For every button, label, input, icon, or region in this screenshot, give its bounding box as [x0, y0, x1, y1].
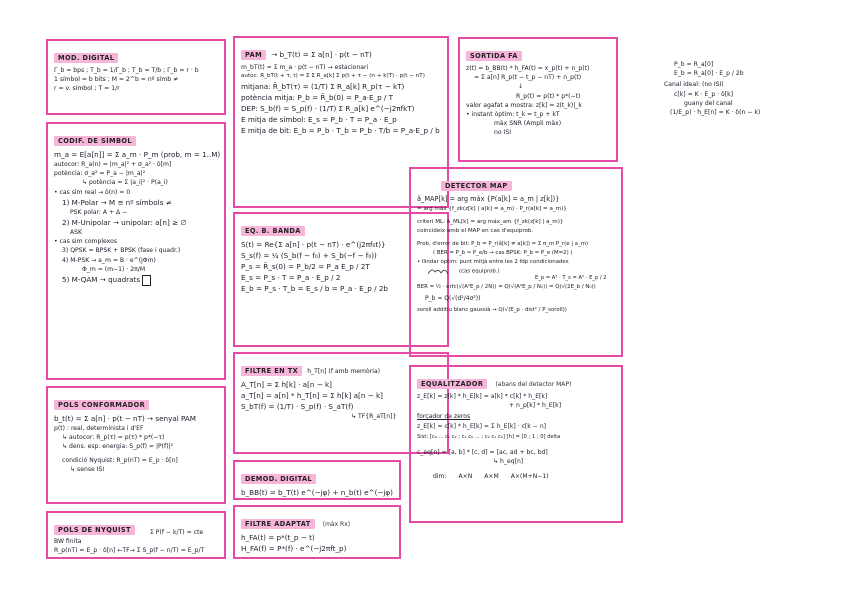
- filtre-tx-line-4: ↳ TF{R_aT[n]}: [351, 413, 397, 420]
- conformador-line-1: b_t(t) = Σ a[n] · p(t − nT) → senyal PAM: [54, 414, 197, 423]
- margin-line-2: E_b = R_a[0] · E_p / 2b: [674, 70, 744, 78]
- filtre-adaptat-note: (màx Rx): [322, 521, 351, 528]
- filtre-tx-line-1: A_T[n] = Σ h[k] · a[n − k]: [241, 380, 332, 389]
- codif-line-14: 5) M-QAM → quadrats: [54, 274, 218, 286]
- codif-line-8: 2) M-Unipolar → unipolar: a[n] ≥ ∅: [62, 218, 187, 228]
- eq-banda-title: EQ. B. BANDA: [241, 226, 305, 236]
- filtre-tx-line-3: S_bT(f) = (1/T) · S_p(f) · S_aT(f): [241, 402, 354, 411]
- conformador-line-4: ↳ dens. esp. energia: S_p(f) = |P(f)|²: [62, 443, 174, 451]
- banda-line-2: S_s(f) = ¼ (S_b(f − f₀) + S_b(−f − f₀)): [241, 251, 377, 260]
- equalitzador-note: (abans del detector MAP): [495, 381, 572, 388]
- pam-line-6: E mitja de símbol: E_s = P_b · T = P_a · E_p: [241, 115, 397, 125]
- square-icon: [142, 275, 151, 286]
- codif-line-7: PSK polar: A + Δ −: [70, 208, 128, 216]
- pam-title: PAM: [241, 50, 266, 60]
- margin-line-1: P_b = R_a[0]: [674, 61, 714, 68]
- sortida-line-3: ↓: [518, 83, 524, 91]
- sortida-line-6: • instant òptim: t_k = t_p + kT: [466, 111, 560, 119]
- pols-conformador-title: POLS CONFORMADOR: [54, 400, 149, 410]
- map-line-12: soroll additiu blanc gaussià → Q(√(E_p · dist² / P_soroll)): [417, 306, 567, 313]
- codif-line-5: • cas sim real → δ(n) = 0: [54, 188, 131, 196]
- nyquist-line-3: R_p(nT) = E_p · δ[n] ←TF→ Σ S_p(f − n/T) = E_p/T: [54, 547, 205, 555]
- margin-line-5: guany del canal: [684, 99, 733, 107]
- eq-line-7: ↳ h_eq[n]: [493, 458, 524, 466]
- filtre-tx-title-expr: h_T[n] (f amb memòria): [307, 368, 381, 375]
- filtre-adaptat-box: [233, 505, 401, 559]
- filtre-adaptat-title: FILTRE ADAPTAT: [241, 519, 315, 529]
- banda-line-1: S(t) = Re{Σ a[n] · p(t − nT) · e^(j2πf₀t)}: [241, 240, 386, 249]
- mod-digital-title: MOD. DIGITAL: [54, 53, 118, 63]
- map-line-6: ( BER = P_b ≈ P_e/b → cas BPSK: P_b = P_e (M=2) ): [433, 249, 573, 256]
- codif-simbol-box: [46, 122, 226, 380]
- map-line-7: • llindar òptim: punt mitjà entre les 2 fdp condicionades: [417, 259, 569, 266]
- pols-nyquist-title: POLS DE NYQUIST: [54, 525, 135, 535]
- margin-notes: [664, 60, 814, 117]
- filtre-tx-line-2: a_T[n] = a[n] * h_T[n] = Σ h[k] a[n − k]: [241, 391, 383, 400]
- codif-line-3: potència: σ_a² = P_a − |m_a|²: [54, 170, 146, 178]
- codif-line-11: 3) QPSK = BPSK + BPSK (fase i quadr.): [62, 247, 181, 255]
- banda-line-4: E_s = P_s · T = P_a · E_p / 2: [241, 273, 341, 282]
- pam-line-3: mitjana: R̄_bT(τ) = (1/T) Σ R_a[k] R_p(τ − kT): [241, 82, 405, 92]
- codif-line-10: • cas sim complexos: [54, 238, 118, 246]
- codif-line-2: autocor: R_a(n) = |m_a|² + σ_a² · δ[m]: [54, 161, 172, 168]
- pam-line-5: DEP: S_b(f) = S_p(f) · (1/T) Σ R_a[k] e^(−j2πfkT): [241, 104, 415, 114]
- mod-digital-line-1: Γ_b = bps ; T_b = 1/Γ_b ; T_b = T/b ; Γ_b = r · b: [54, 67, 199, 74]
- sortida-line-2: = Σ a[n] R_p(t − t_p − nT) + n_p(t): [474, 74, 582, 82]
- nyquist-line-2: BW finita: [54, 538, 82, 546]
- banda-line-5: E_b = P_s · T_b = E_s / b = P_a · E_p / 2b: [241, 284, 388, 293]
- map-line-10: BER = ½ · erfc(√(A²E_p / 2N)) = Q(√(A²E_p / N₀)) = Q(√(2E_b / N₀)): [417, 284, 596, 291]
- codif-line-1: m_a = E[a[n]] = Σ a_m · P_m (prob, m = 1..M): [54, 150, 221, 159]
- demod-digital-title: DEMOD. DIGITAL: [241, 474, 316, 484]
- pam-header: [241, 42, 441, 63]
- sortida-line-7: màx SNR (Ampli màx): [494, 120, 562, 128]
- filtre-tx-title: FILTRE EN TX: [241, 366, 302, 376]
- sortida-fa-box: [458, 37, 618, 162]
- margin-line-6: (1/E_p) · h_E[n] = K · δ(n − k): [670, 109, 761, 117]
- pam-title-expr: → b_T(t) = Σ a[n] · p(t − nT): [271, 50, 372, 59]
- eq-line-6: c_eq[n] = [a, b] * [c, d] = [ac, ad + bc, bd]: [417, 449, 548, 457]
- eq-line-5: Sist: [c₀ ... c₁ c₂ ; c₁ c₀ ... ; c₂ c₁ c₀] [h] = [0 ; 1 ; 0] delta: [417, 433, 561, 440]
- adaptat-line-2: H_FA(f) = P*(f) · e^(−j2πft_p): [241, 544, 347, 553]
- map-line-2: = arg máx {f_zk(z[k] | a[k] = a_m) · P_r(a[k] = a_m)}: [417, 206, 567, 212]
- margin-line-3: Canal ideal: (no ISI): [664, 81, 724, 89]
- sortida-fa-title: SORTIDA FA: [466, 51, 522, 61]
- sortida-line-1: z(t) = b_BB(t) * h_FA(t) = x_p(t) + n_p(t): [466, 65, 590, 72]
- eq-line-4: z_E[k] = c[k] * h_E[k] = Σ h_E[k] · c[k − n]: [417, 422, 547, 430]
- filtre-adaptat-header: [241, 511, 393, 532]
- mod-digital-box: [46, 39, 226, 115]
- pam-line-2: autoc. R_bT(t + τ, t) = Σ Σ R_a[k] Σ p(t + τ − (n + k)T) · p(t − nT): [241, 73, 425, 80]
- codif-line-4: ↳ potència = Σ |a_i|² · P(a_i): [82, 179, 168, 187]
- codif-simbol-title: CODIF. DE SÍMBOL: [54, 136, 136, 146]
- margin-line-4: c[k] = K · E_p · δ[k]: [674, 90, 734, 98]
- eq-line-8: dim: A×N A×M A×(M+N−1): [433, 473, 549, 481]
- conformador-line-3: ↳ autocor: R_p(τ) = p(τ) * p*(−τ): [62, 434, 165, 442]
- detector-map-box: [409, 167, 623, 357]
- banda-line-3: P_s = R̄_s(0) = P_b/2 = P_a E_p / 2T: [241, 262, 370, 271]
- equalitzador-header: [417, 371, 615, 392]
- pam-line-7: E mitja de bit: E_b = P_b · T_b = P_b · T/b = P_a·E_p / b: [241, 126, 440, 136]
- eq-line-2: + n_p[k] * h_E[k]: [509, 402, 562, 410]
- adaptat-line-1: h_FA(t) = p*(t_p − t): [241, 533, 315, 542]
- codif-line-9: ASK: [70, 229, 83, 237]
- pdf-curves-icon: [427, 267, 449, 275]
- demod-line-1: b_BB(t) = b_T(t) e^(−jφ) + n_b(t) e^(−jφ): [241, 488, 393, 497]
- eq-line-3: forçador de zeros: [417, 413, 471, 421]
- sortida-line-4: R_p(t) = p(t) * p*(−t): [516, 92, 581, 100]
- sortida-line-8: no ISI: [494, 129, 511, 137]
- codif-line-13: Φ_m = (m−1) · 2π/M: [82, 265, 146, 273]
- pols-nyquist-box: [46, 511, 226, 559]
- mod-digital-line-2: 1 símbol = b bits ; M = 2^b = nº símb ≠: [54, 76, 179, 84]
- pam-line-1: m_bT(t) = Σ m_a · p(t − nT) → estacionari: [241, 64, 369, 71]
- map-line-5: Prob. d'error de bit: P_b = P_r(â[k] ≠ a[k]) = Σ π_m P_r(e | a_m): [417, 240, 589, 247]
- sortida-line-5: valor agafat a mostra: z[k] = z(t_k)|_k: [466, 101, 582, 109]
- eq-line-1: z_E[k] = z[k] * h_E[k] = a[k] * c[k] * h_E[k]: [417, 393, 548, 400]
- map-line-11: P_b ≈ Q(√(d²/4σ²)): [425, 295, 481, 303]
- conformador-line-2: p(t) : real, determinista i d'EF: [54, 425, 144, 432]
- conformador-line-6: ↳ sense ISI: [70, 465, 105, 473]
- map-line-9: E_p = A² · T_s = A² · E_p / 2: [535, 274, 607, 281]
- equalitzador-box: [409, 365, 623, 523]
- nyquist-line-1: Σ P(f − k/T) = cte: [150, 529, 204, 536]
- pam-line-4: potència mitja: P_b = R̄_b(0) = P_a·E_p / T: [241, 93, 394, 103]
- pols-conformador-box: [46, 386, 226, 504]
- map-line-8: (cas equiprob.): [459, 268, 500, 275]
- map-line-1: â_MAP[k] = arg máx {P(a[k] = a_m | z[k])}: [417, 195, 560, 203]
- conformador-line-5: condició Nyquist: R_p(nT) = E_p · δ[n]: [62, 456, 178, 464]
- codif-line-12: 4) M-PSK → a_m = B · e^(jΦm): [62, 256, 156, 264]
- detector-map-title: DETECTOR MAP: [441, 181, 512, 191]
- equalitzador-title: EQUALITZADOR: [417, 379, 487, 389]
- map-line-4: coincideix amb el MAP en cas d'equiprob.: [417, 228, 534, 235]
- demod-digital-box: [233, 460, 401, 500]
- map-line-3: criteri ML: â_ML[k] = arg máx_am {f_zk(z[k] | a_m)}: [417, 219, 564, 226]
- codif-line-6: 1) M-Polar → M ≡ nº símbols ≠: [62, 197, 172, 207]
- mod-digital-line-3: r = v. símbol ; T = 1/r: [54, 85, 120, 93]
